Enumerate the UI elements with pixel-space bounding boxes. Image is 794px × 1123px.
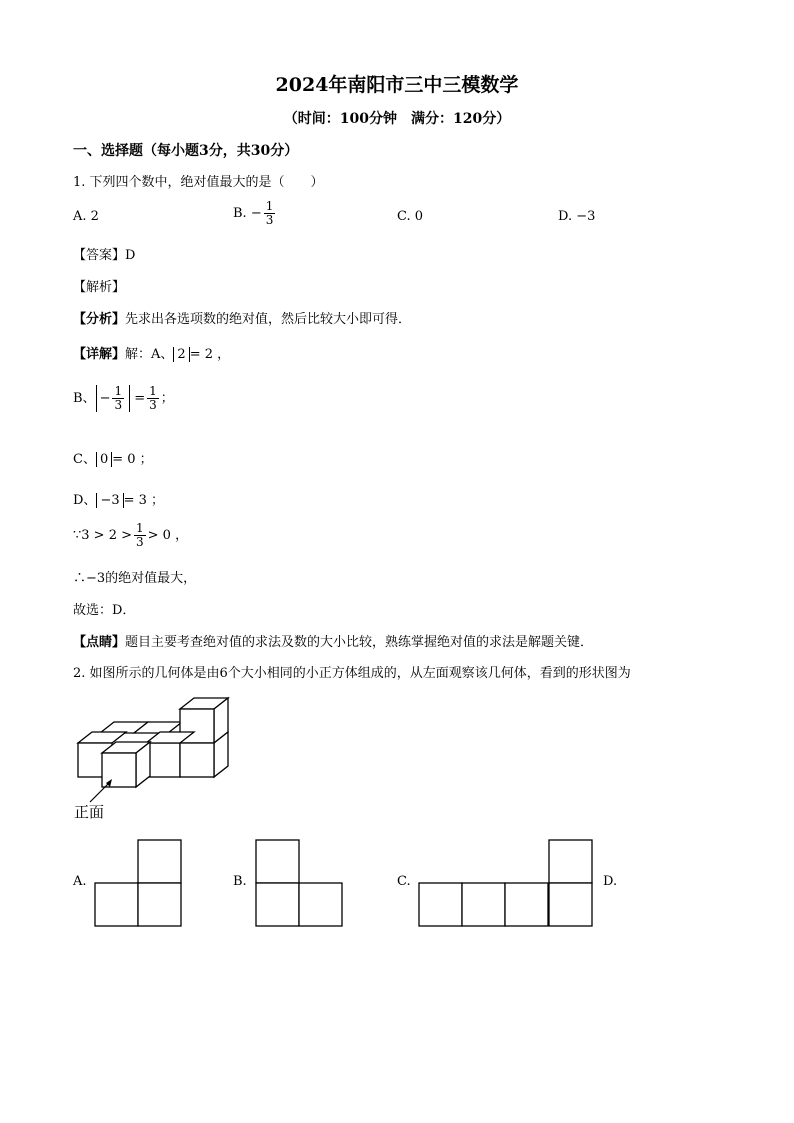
q2-option-b-label: B. [233, 874, 247, 889]
because-prefix: ∵3 > 2 > [73, 528, 132, 544]
exam-info: （时间：100分钟 满分：120分） [283, 111, 511, 127]
fraction-denominator: 3 [149, 398, 157, 413]
q1-option-b-prefix: B. − [233, 206, 262, 222]
q1-stem: 1. 下列四个数中，绝对值最大的是（ ） [73, 175, 324, 190]
q1-therefore: ∴−3的绝对值最大， [73, 571, 197, 586]
q2-option-a-figure [94, 838, 186, 928]
q1-comment [73, 631, 593, 650]
q1-answer: 【答案】D [73, 248, 136, 263]
page-title: 2024年南阳市三中三模数学 [275, 74, 519, 96]
front-label: 正面 [74, 803, 105, 821]
q1-detail-c [73, 448, 153, 467]
detail-d-prefix: D、 [73, 493, 97, 508]
detail-d-suffix: = 3 ； [123, 493, 165, 508]
detail-b-prefix: B、 [73, 391, 96, 407]
because-suffix: > 0 ， [147, 528, 189, 544]
absolute-value [96, 385, 131, 412]
absolute-value: 2 [173, 347, 189, 362]
fraction-denominator: 3 [136, 535, 144, 550]
fraction-denominator: 3 [114, 398, 123, 413]
q2-option-c-figure [418, 838, 596, 928]
q2-option-a-label: A. [73, 874, 87, 889]
q1-option-d: D. −3 [558, 209, 596, 224]
q1-option-c: C. 0 [397, 209, 424, 224]
q1-analysis [73, 308, 411, 327]
q2-option-d-label: D. [603, 874, 618, 889]
detail-b-equals: = [134, 391, 146, 407]
fraction [147, 385, 159, 412]
q1-because [73, 522, 188, 549]
fraction [112, 385, 124, 412]
absolute-value: 0 [96, 452, 112, 467]
fraction-denominator: 3 [265, 213, 274, 228]
detail-b-end: ； [160, 391, 174, 407]
q2-option-c-label: C. [397, 874, 411, 889]
q2-option-b-figure [255, 838, 347, 928]
q1-option-a: A. 2 [73, 209, 99, 224]
q1-jiexi-tag: 【解析】 [73, 280, 126, 295]
q1-choose: 故选：D． [73, 603, 136, 618]
q1-detail-b [73, 385, 174, 412]
fraction [264, 200, 276, 227]
comment-tag: 【点睛】 [73, 635, 126, 650]
fraction-numerator: 1 [265, 199, 274, 213]
q1-detail-a [73, 343, 230, 362]
analysis-text: 先求出各选项数的绝对值，然后比较大小即可得． [125, 312, 412, 327]
detail-c-suffix: = 0 ； [112, 452, 153, 467]
q2-stem: 2. 如图所示的几何体是由6个大小相同的小正方体组成的，从左面观察该几何体，看到的形状图为 [73, 666, 631, 681]
analysis-tag: 【分析】 [73, 312, 126, 327]
fraction-numerator: 1 [136, 521, 144, 535]
detail-a-suffix: = 2 ， [189, 347, 231, 362]
comment-text: 题目主要考查绝对值的求法及数的大小比较，熟练掌握绝对值的求法是解题关键． [125, 635, 594, 650]
q1-option-b [233, 200, 277, 227]
q1-detail-d [73, 489, 164, 508]
fraction-numerator: 1 [114, 384, 123, 398]
fraction [134, 522, 146, 549]
detail-a-prefix: 解：A、 [125, 347, 174, 362]
detail-b-sign: − [99, 391, 111, 407]
section-heading: 一、选择题（每小题3分，共30分） [73, 143, 299, 159]
detail-c-prefix: C、 [73, 452, 96, 467]
absolute-value: −3 [96, 493, 123, 508]
detail-tag: 【详解】 [73, 347, 126, 362]
fraction-numerator: 1 [149, 384, 157, 398]
